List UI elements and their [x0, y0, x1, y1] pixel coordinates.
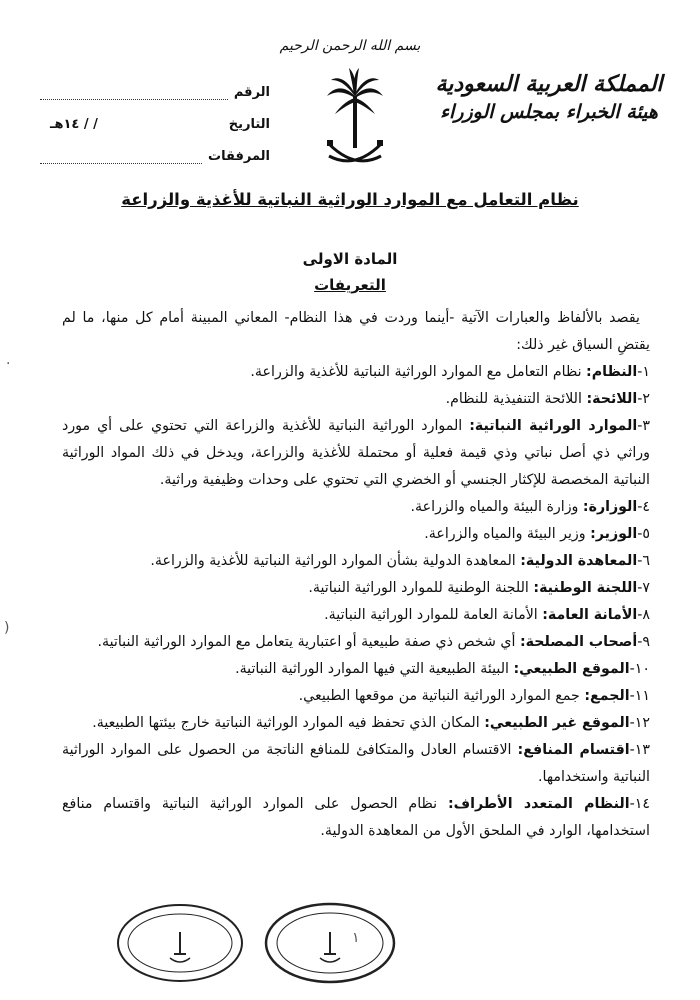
definition-item: ١٠-الموقع الطبيعي: البيئة الطبيعية التي فيها الموارد الوراثية النباتية. — [235, 661, 650, 677]
document-body — [62, 305, 650, 845]
official-stamps — [110, 902, 410, 984]
stamp-right — [266, 904, 394, 982]
ref-number-row — [40, 72, 270, 100]
definition-item: ٣-الموارد الوراثية النباتية: الموارد الوراثية النباتية للأغذية والزراعة التي تحتوي على أي مورد وراثي ذي أصل نباتي وذي قيمة فعلية أو محتملة للأغذية والزراعة، ويدخل في ذلك المواد الوراثية النباتية المخصصة للإكثار الجنسي أو الخضري التي تحتوي على وحدات وظيفية وراثية. — [62, 418, 651, 488]
saudi-emblem-icon — [325, 66, 385, 176]
margin-mark: ( — [4, 620, 10, 636]
definition-item: ٤-الوزارة: وزارة البيئة والمياه والزراعة. — [410, 499, 650, 515]
definition-item: ١٣-اقتسام المنافع: الاقتسام العادل والمتكافئ للمنافع الناتجة من الحصول على الموارد الوراثية النباتية واستخدامها. — [62, 742, 650, 785]
definition-item: ٨-الأمانة العامة: الأمانة العامة للموارد الوراثية النباتية. — [324, 607, 650, 623]
kingdom-name: المملكة العربية السعودية — [435, 71, 663, 97]
definition-item: ٢-اللائحة: اللائحة التنفيذية للنظام. — [445, 391, 650, 407]
ref-date-value: / / ١٤هـ — [50, 117, 98, 132]
ref-number-label: الرقم — [233, 85, 270, 100]
kingdom-header — [434, 70, 664, 125]
definition-item: ١١-الجمع: جمع الموارد الوراثية النباتية من موقعها الطبيعي. — [298, 688, 650, 704]
ref-attachments-row — [40, 136, 270, 164]
page-number: ١ — [352, 930, 360, 946]
authority-name: هيئة الخبراء بمجلس الوزراء — [440, 100, 658, 123]
ref-number-line — [40, 85, 228, 100]
ref-attachments-line — [40, 149, 202, 164]
definition-item: ٧-اللجنة الوطنية: اللجنة الوطنية للموارد الوراثية النباتية. — [308, 580, 650, 596]
definition-item: ٩-أصحاب المصلحة: أي شخص ذي صفة طبيعية أو اعتبارية يتعامل مع الموارد الوراثية النباتية. — [97, 634, 650, 650]
document-title: نظام التعامل مع الموارد الوراثية النباتية للأغذية والزراعة — [121, 190, 579, 209]
definition-item: ١٢-الموقع غير الطبيعي: المكان الذي تحفظ فيه الموارد الوراثية النباتية خارج بيئتها الطبيعية. — [92, 715, 650, 731]
definition-item: ٥-الوزير: وزير البيئة والمياه والزراعة. — [424, 526, 650, 542]
definition-item: ١-النظام: نظام التعامل مع الموارد الوراثية النباتية للأغذية والزراعة. — [250, 364, 650, 380]
reference-block — [40, 72, 270, 168]
stamp-left — [118, 905, 242, 981]
ref-attachments-label: المرفقات — [208, 149, 270, 164]
definitions-list — [62, 359, 650, 845]
definition-item: ٦-المعاهدة الدولية: المعاهدة الدولية بشأن الموارد الوراثية النباتية للأغذية والزراعة. — [150, 553, 650, 569]
definition-item: ١٤-النظام المتعدد الأطراف: نظام الحصول على الموارد الوراثية النباتية واقتسام منافع استخدامها، الوارد في الملحق الأول من المعاهدة الدولية. — [62, 796, 650, 839]
ref-date-row — [40, 104, 270, 132]
basmala: بسم الله الرحمن الرحيم — [279, 38, 421, 54]
article-heading: المادة الاولى — [302, 250, 398, 268]
margin-mark: · — [6, 356, 11, 372]
intro-paragraph: يقصد بالألفاظ والعبارات الآتية -أينما وردت في هذا النظام- المعاني المبينة أمام كل منها، ما لم يقتضِ السياق غير ذلك: — [62, 310, 650, 353]
ref-date-label: التاريخ — [228, 117, 270, 132]
section-heading: التعريفات — [314, 276, 386, 294]
